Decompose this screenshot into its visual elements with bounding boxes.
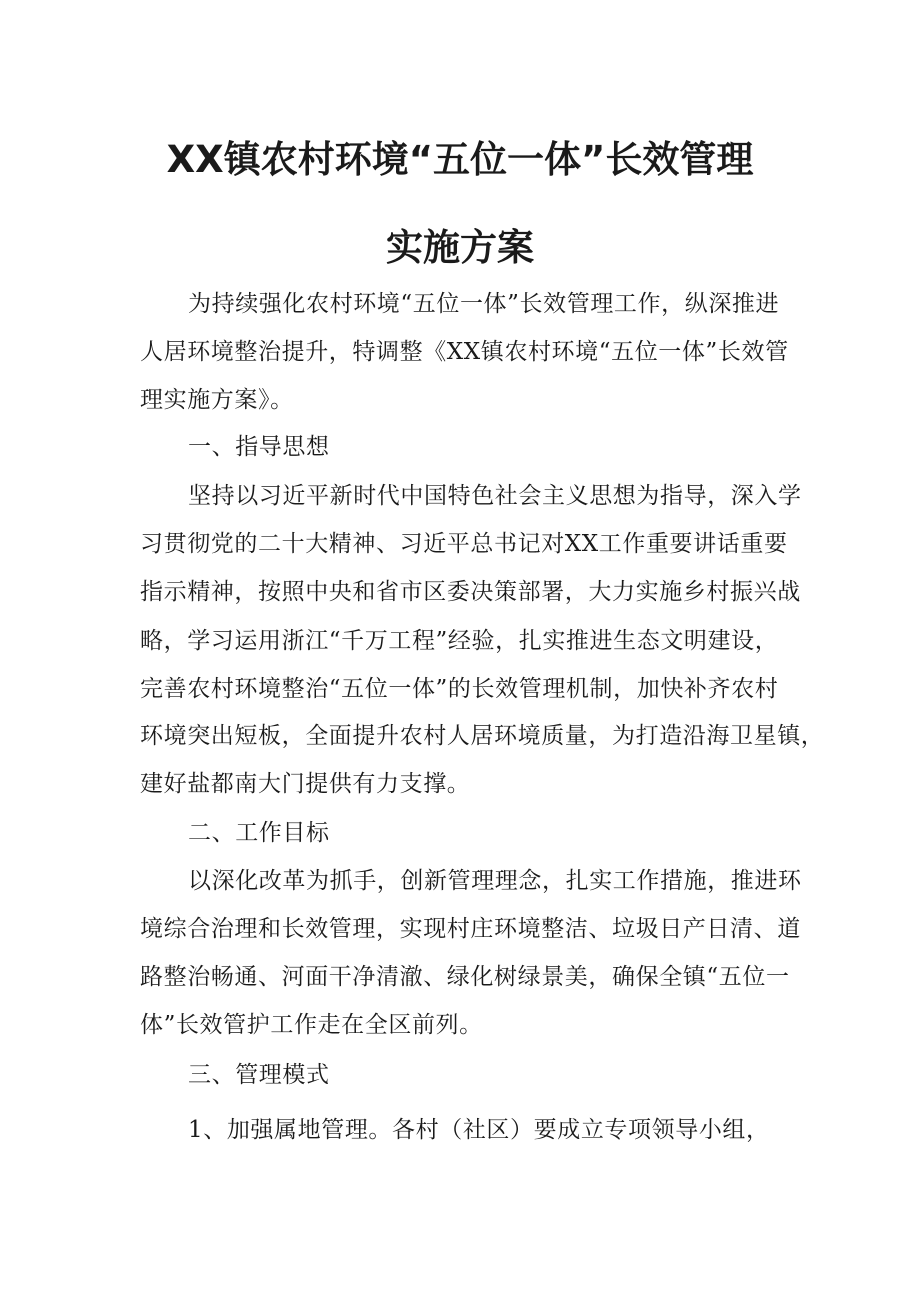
guiding-paragraph-line: 习贯彻党的二十大精神、习近平总书记对XX工作重要讲话重要 (140, 531, 788, 557)
goals-paragraph-line: 路整治畅通、河面干净清澈、绿化树绿景美，确保全镇“五位一 (140, 964, 790, 990)
document-title-line-2: 实施方案 (386, 226, 534, 269)
section-heading-work-goals: 二、工作目标 (188, 820, 330, 846)
guiding-paragraph-line: 完善农村环境整治“五位一体”的长效管理机制，加快补齐农村 (140, 676, 779, 702)
document-title-line-1: XX镇农村环境“五位一体”长效管理 (166, 138, 754, 181)
goals-paragraph-line: 以深化改革为抓手，创新管理理念，扎实工作措施，推进环 (188, 868, 802, 894)
section-heading-guiding-ideology: 一、指导思想 (188, 434, 330, 460)
goals-paragraph-line: 体”长效管护工作走在全区前列。 (140, 1012, 483, 1038)
intro-paragraph-line: 为持续强化农村环境“五位一体”长效管理工作，纵深推进 (188, 291, 780, 317)
intro-paragraph-line: 理实施方案》。 (140, 387, 294, 413)
guiding-paragraph-line: 建好盐都南大门提供有力支撑。 (140, 771, 471, 797)
guiding-paragraph-line: 略，学习运用浙江“千万工程”经验，扎实推进生态文明建设， (140, 628, 779, 654)
goals-paragraph-line: 境综合治理和长效管理，实现村庄环境整洁、垃圾日产日清、道 (140, 916, 801, 942)
intro-paragraph-line: 人居环境整治提升，特调整《XX镇农村环境“五位一体”长效管 (140, 339, 789, 365)
guiding-paragraph-line: 指示精神，按照中央和省市区委决策部署，大力实施乡村振兴战 (140, 579, 801, 605)
guiding-paragraph-line: 坚持以习近平新时代中国特色社会主义思想为指导，深入学 (188, 483, 802, 509)
section-heading-management-mode: 三、管理模式 (188, 1062, 330, 1088)
management-item-line: 1、加强属地管理。各村（社区）要成立专项领导小组， (188, 1117, 770, 1143)
guiding-paragraph-line: 环境突出短板，全面提升农村人居环境质量，为打造沿海卫星镇， (140, 723, 825, 749)
